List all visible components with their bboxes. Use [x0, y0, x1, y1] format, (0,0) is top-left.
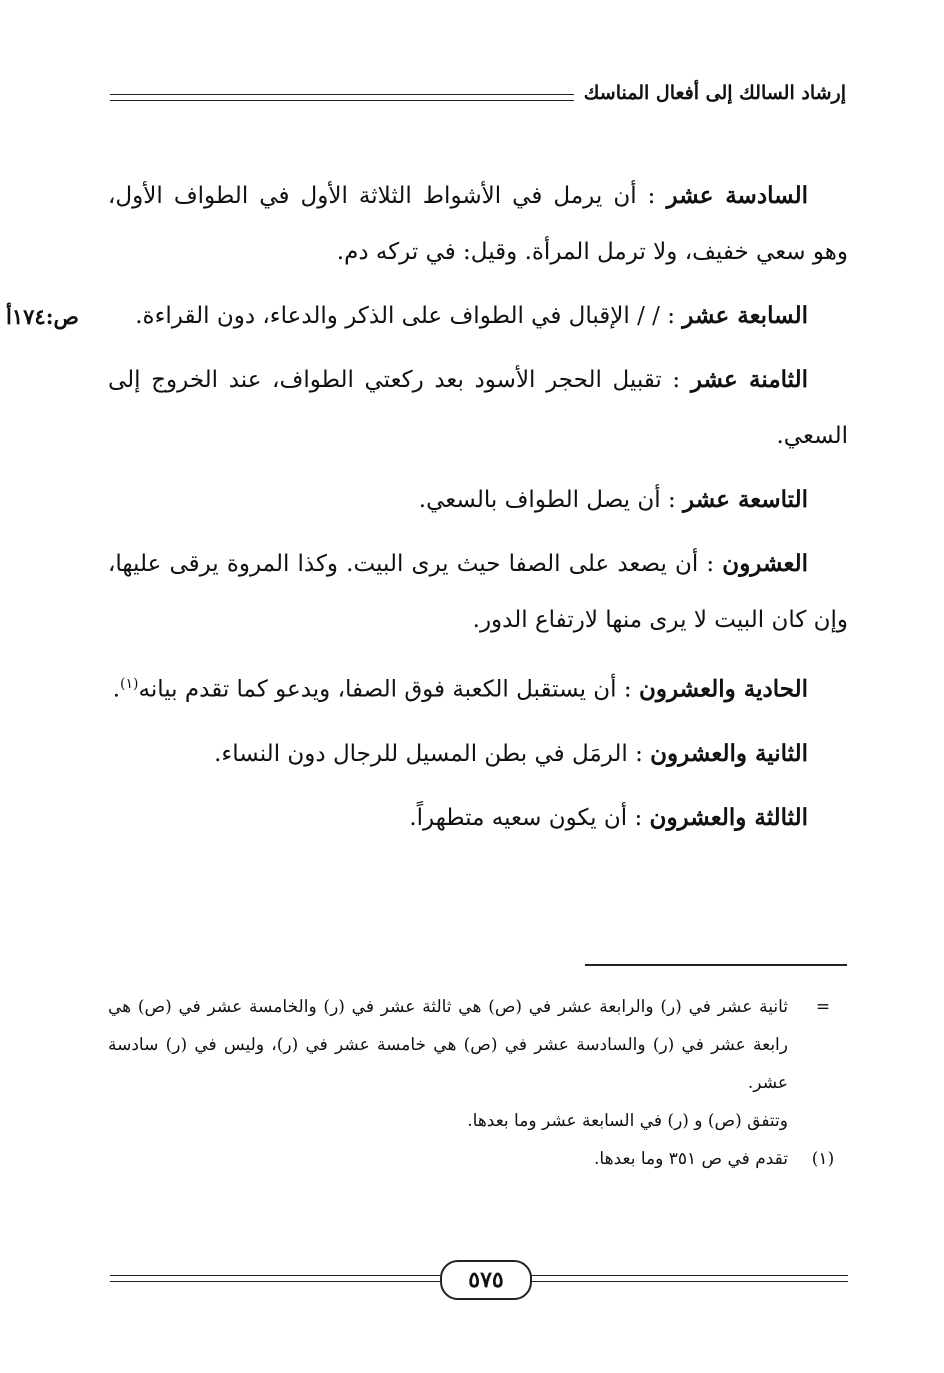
footnote-reference[interactable]: (١) [120, 676, 139, 692]
footnote-number: (١) [811, 1149, 835, 1169]
footnote-text: تقدم في ص ٣٥١ وما بعدها. [594, 1149, 788, 1169]
paragraph-text: : أن يصعد على الصفا حيث يرى البيت. وكذا المروة يرقى عليها، وإن كان البيت لا يرى منها لارتفاع الدور. [108, 551, 848, 633]
paragraph-text: : أن يستقبل الكعبة فوق الصفا، ويدعو كما تقدم بيانه [138, 676, 632, 703]
paragraph-19 [108, 472, 848, 528]
paragraph-16 [108, 168, 848, 280]
footnote-text: وتتفق (ص) و (ر) في السابعة عشر وما بعدها. [467, 1111, 788, 1131]
page-number-rule-right [528, 1275, 848, 1282]
paragraph-21 [108, 656, 848, 718]
footnote-continuation [108, 988, 848, 1102]
paragraph-text: : أن يكون سعيه متطهراً. [409, 804, 643, 831]
paragraph-tail: . [112, 676, 121, 703]
paragraph-text: : أن يصل الطواف بالسعي. [418, 487, 676, 513]
paragraph-term: الثامنة عشر [690, 366, 808, 393]
paragraph-23 [108, 790, 848, 846]
paragraph-17 [108, 288, 848, 344]
paragraph-20 [108, 536, 848, 648]
footnote-continuation-marker: = [815, 997, 831, 1017]
header-title: إرشاد السالك إلى أفعال المناسك [574, 82, 846, 104]
paragraph-term: العشرون [722, 550, 808, 577]
paragraph-text: : / / الإقبال في الطواف على الذكر والدعاء، دون القراءة. [135, 303, 675, 329]
paragraph-term: الثالثة والعشرون [649, 803, 808, 831]
paragraph-22 [108, 726, 848, 782]
paragraph-term: الثانية والعشرون [650, 739, 808, 767]
page-number: ٥٧٥ [440, 1260, 532, 1300]
footnotes [108, 988, 848, 1178]
paragraph-term: الحادية والعشرون [638, 675, 808, 703]
margin-manuscript-note: ص:١٧٤أ [6, 304, 79, 329]
footnote-separator [585, 964, 847, 966]
paragraph-term: التاسعة عشر [683, 486, 808, 513]
paragraph-18 [108, 352, 848, 464]
paragraph-text: : الرمَل في بطن المسيل للرجال دون النساء. [214, 740, 643, 767]
footnote-text: ثانية عشر في (ر) والرابعة عشر في (ص) هي ثالثة عشر في (ر) والخامسة عشر في (ص) هي رابعة عشر في (ر) والسادسة عشر في (ص) هي خامسة عشر في (ر)، وليس في (ر) سادسة عشر. [108, 997, 788, 1093]
running-header [110, 82, 846, 112]
footnote-continuation-line [108, 1102, 848, 1140]
paragraph-term: السابعة عشر [682, 302, 808, 329]
paragraph-term: السادسة عشر [666, 182, 808, 209]
page-number-rule-left [110, 1275, 440, 1282]
paragraph-text: : تقبيل الحجر الأسود بعد ركعتي الطواف، عند الخروج إلى السعي. [108, 367, 848, 449]
paragraph-text: : أن يرمل في الأشواط الثلاثة الأول في الطواف الأول، وهو سعي خفيف، ولا ترمل المرأة. وقيل: في تركه دم. [108, 183, 848, 265]
footnote-1 [108, 1140, 848, 1178]
main-text [108, 168, 848, 854]
